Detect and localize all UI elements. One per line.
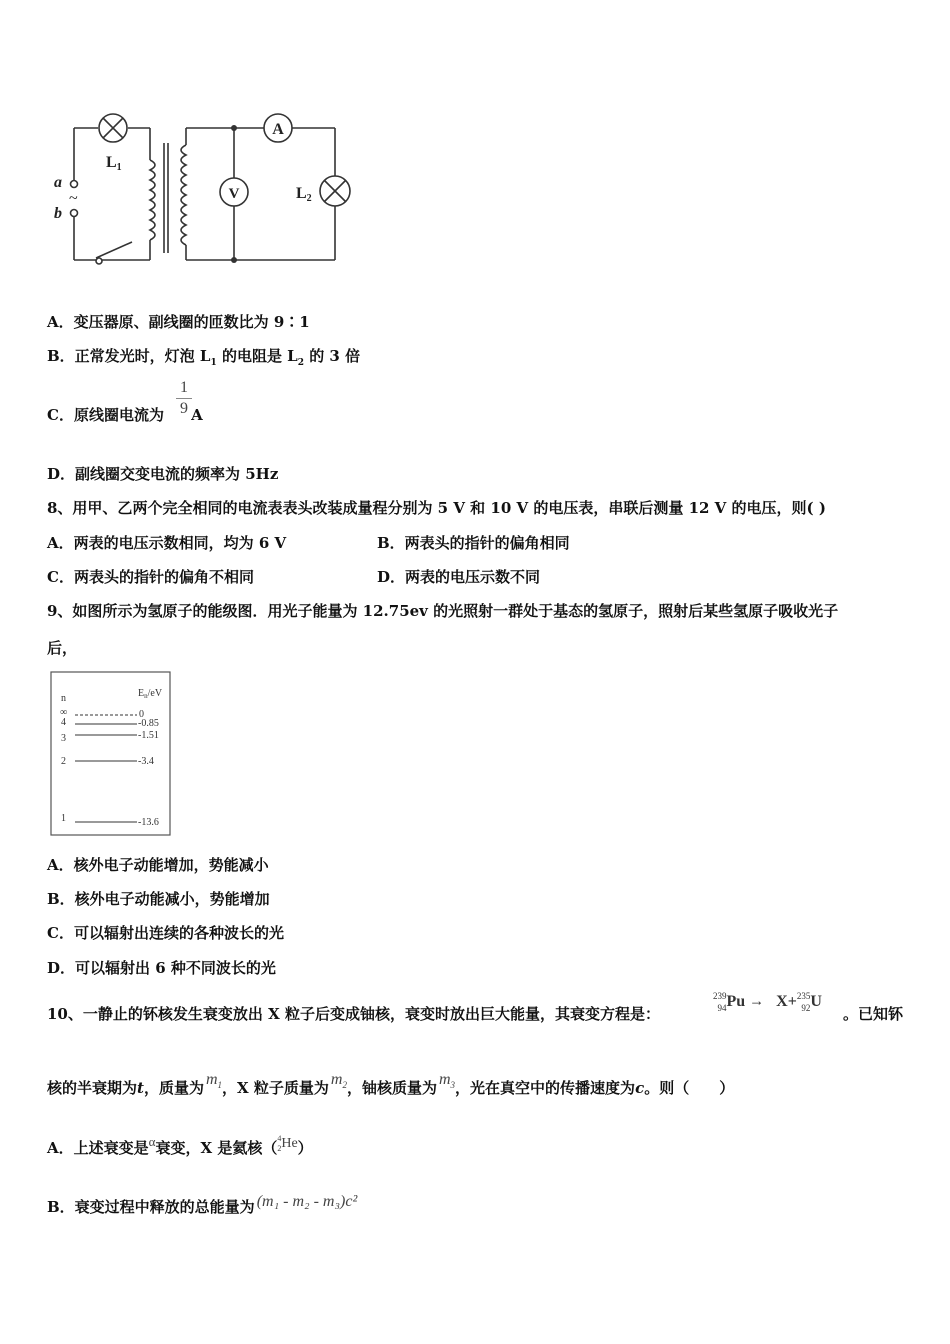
q7-b-post: 的 3 倍	[303, 347, 361, 365]
lamp1-sub: 1	[116, 162, 122, 173]
q7-b-sub1: 1	[210, 358, 217, 368]
q7-c-denominator: 9	[180, 400, 188, 417]
level-e-1: -13.6	[138, 817, 159, 828]
q10-option-b	[47, 1193, 358, 1217]
q9-option-b: B．核外电子动能减小，势能增加	[47, 890, 270, 908]
terminal-a-label: a	[54, 174, 62, 191]
he-mass-number: 4	[277, 1133, 282, 1143]
energy-level-diagram	[50, 671, 172, 837]
q8-option-b: B．两表头的指针的偏角相同	[377, 534, 570, 552]
q10-l2-p6: 。则（ ）	[644, 1079, 735, 1097]
n-axis-label: n	[61, 693, 66, 704]
energy-axis-sub: n	[144, 692, 148, 700]
x-particle: X+	[776, 993, 797, 1010]
q7-c-post: A	[185, 406, 203, 424]
svg-text:L2	[296, 185, 312, 204]
level-e-4: -0.85	[138, 718, 159, 729]
q10-l2-p4: ，铀核质量为	[346, 1079, 437, 1097]
he-symbol: He	[281, 1135, 298, 1151]
u-atomic-number: 92	[801, 1003, 811, 1013]
terminal-b-label: b	[54, 205, 62, 222]
q7-b-pre: B．正常发光时，灯泡 L	[47, 347, 211, 365]
q10-a-mid: 衰变，X 是氦核（	[155, 1139, 278, 1157]
level-n-infinity: ∞	[60, 707, 68, 718]
q10-stem-line1-end: 。已知钚	[843, 1005, 904, 1023]
alpha-symbol: α	[148, 1134, 156, 1149]
half-life-symbol: t	[137, 1079, 144, 1097]
q10-a-post: ）	[297, 1139, 313, 1157]
voltmeter-label: V	[228, 186, 240, 202]
level-e-2: -3.4	[138, 756, 154, 767]
light-speed-symbol: c	[635, 1079, 645, 1097]
lamp1-label: L	[106, 154, 117, 171]
q9-option-c: C．可以辐射出连续的各种波长的光	[47, 924, 284, 942]
level-n-3: 3	[61, 733, 66, 744]
u-mass-number: 235	[796, 991, 811, 1001]
u-symbol: U	[810, 993, 822, 1010]
q10-l2-p5: ，光在真空中的传播速度为	[455, 1079, 636, 1097]
lamp2-label: L	[296, 185, 307, 202]
he-atomic-number: 2	[277, 1143, 282, 1153]
level-n-2: 2	[61, 756, 66, 767]
q9-option-a: A．核外电子动能增加，势能减小	[47, 856, 269, 874]
ammeter-label: A	[272, 121, 284, 138]
pu-symbol: Pu	[726, 993, 746, 1010]
level-e-3: -1.51	[138, 730, 159, 741]
svg-text:En/eV	[138, 688, 163, 700]
energy-axis-label: E	[138, 688, 145, 699]
q10-stem-line1: 10、一静止的钚核发生衰变放出 X 粒子后变成铀核，衰变时放出巨大能量，其衰变方程是：	[47, 1005, 660, 1023]
q10-l2-p3: ，X 粒子质量为	[222, 1079, 329, 1097]
q9-stem-line1: 9、如图所示为氢原子的能级图．用光子能量为 12.75ev 的光照射一群处于基态的氢原子，照射后某些氢原子吸收光子	[47, 602, 839, 620]
circuit-diagram	[40, 105, 370, 275]
m3-symbol: m	[438, 1071, 451, 1088]
q9-option-d: D．可以辐射出 6 种不同波长的光	[47, 959, 276, 977]
q8-option-c: C．两表头的指针的偏角不相同	[47, 568, 254, 586]
q8-option-a: A．两表的电压示数相同，均为 6 V	[47, 534, 287, 552]
q10-l2-p2: ，质量为	[143, 1079, 204, 1097]
q10-stem-line2	[47, 1071, 735, 1099]
q8-stem: 8、用甲、乙两个完全相同的电流表表头改装成量程分别为 5 V 和 10 V 的电压表，串联后测量 12 V 的电压，则( )	[47, 499, 826, 517]
pu-mass-number: 239	[713, 991, 727, 1001]
lamp2-sub: 2	[306, 193, 312, 204]
energy-axis-unit: /eV	[147, 688, 163, 699]
q7-b-sub2: 2	[297, 358, 304, 368]
q8-option-d: D．两表的电压示数不同	[377, 568, 541, 586]
q10-decay-equation	[713, 990, 822, 1014]
q10-option-a	[47, 1133, 313, 1160]
q7-option-b	[47, 345, 360, 368]
m2-symbol: m	[330, 1071, 343, 1088]
ac-symbol: ~	[69, 190, 78, 207]
q7-b-mid: 的电阻是 L	[216, 347, 298, 365]
level-n-1: 1	[61, 813, 66, 824]
q10-b-pre: B．衰变过程中释放的总能量为	[47, 1198, 255, 1216]
q10-l2-p1: 核的半衰期为	[47, 1079, 138, 1097]
arrow-symbol: →	[749, 993, 765, 1010]
svg-text:L1	[106, 154, 122, 173]
q7-c-numerator: 1	[180, 379, 188, 396]
m1-sub: 1	[217, 1080, 223, 1091]
q7-option-d: D．副线圈交变电流的频率为 5Hz	[47, 465, 279, 483]
q7-c-fraction	[176, 379, 192, 418]
energy-expression: (m₁ - m₂ - m₃)c²	[256, 1193, 358, 1210]
m2-sub: 2	[342, 1080, 347, 1091]
q7-option-a: A．变压器原、副线圈的匝数比为 9∶1	[47, 313, 310, 331]
q7-c-pre: C．原线圈电流为	[47, 406, 164, 424]
m3-sub: 3	[450, 1080, 456, 1091]
q9-stem-line2: 后，	[47, 639, 78, 657]
level-e-infinity: 0	[139, 709, 144, 720]
level-n-4: 4	[61, 717, 66, 728]
q10-a-pre: A．上述衰变是	[47, 1139, 149, 1157]
m1-symbol: m	[205, 1071, 218, 1088]
pu-atomic-number: 94	[717, 1003, 727, 1013]
